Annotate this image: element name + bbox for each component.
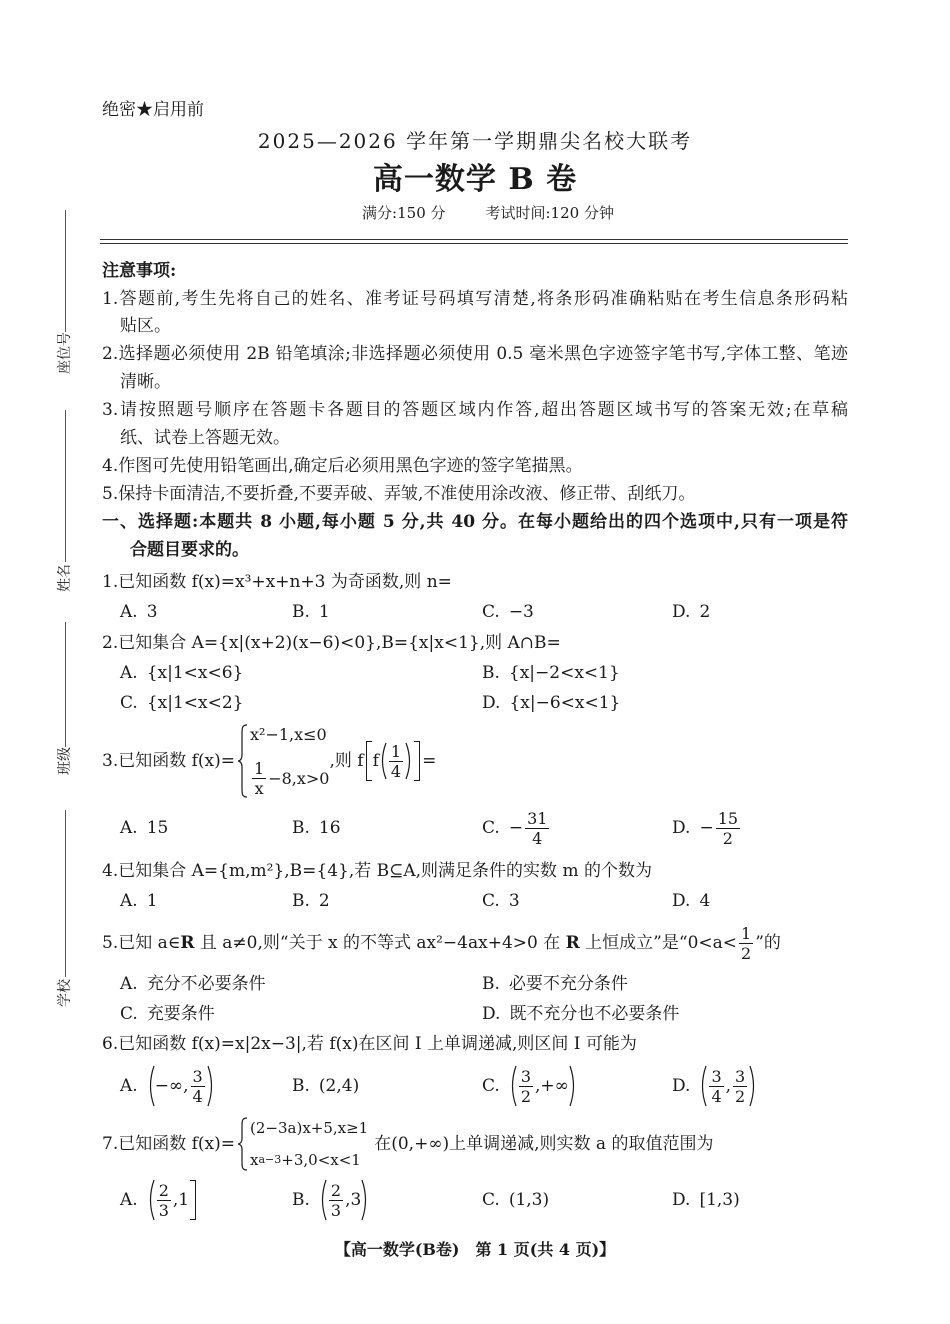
numerator: 1: [741, 923, 752, 943]
denominator: 3: [330, 1200, 342, 1220]
question-7-stem: [102, 1116, 713, 1172]
stem-part: 上恒成立”是“0<a<: [579, 933, 738, 953]
note-line: 3.请按照题号顺序在答题卡各题目的答题区域内作答,超出答题区域书写的答案无效;在草稿: [102, 400, 848, 420]
option-text: −3: [508, 602, 534, 622]
question-6-stem: 6.已知函数 f(x)=x|2x−3|,若 f(x)在区间 I 上单调递减,则区间 I 可能为: [102, 1034, 637, 1054]
right-paren: [361, 1179, 369, 1221]
section-heading: 合题目要求的。: [130, 540, 249, 560]
numerator: 15: [717, 808, 739, 828]
option-text: 4: [699, 891, 711, 911]
question-3-stem: [102, 722, 436, 800]
case-1: x²−1,x≤0: [250, 725, 327, 744]
left-paren: [379, 742, 387, 780]
fraction: [709, 1067, 723, 1106]
left-paren: [699, 1065, 707, 1107]
case-2-rest: −8,x>0: [268, 768, 330, 788]
interval-end: ,1: [172, 1190, 190, 1210]
option-text: 2: [699, 602, 711, 622]
option-a: [120, 1062, 215, 1110]
option-label: A.: [120, 663, 138, 683]
option-text: (1,3): [508, 1190, 550, 1210]
note-line: 纸、试卷上答题无效。: [120, 428, 290, 448]
note-line: 5.保持卡面清洁,不要折叠,不要弄破、弄皱,不准使用涂改液、修正带、刮纸刀。: [102, 484, 696, 504]
option-b: [292, 600, 330, 624]
option-c: [482, 889, 520, 913]
fraction: [389, 742, 403, 781]
left-paren: [147, 1179, 155, 1221]
fraction: [157, 1181, 171, 1220]
fraction: [525, 809, 549, 848]
sign: −: [508, 818, 524, 838]
option-text: {x|1<x<2}: [146, 693, 244, 713]
option-text: 既不充分也不必要条件: [509, 1004, 680, 1024]
section-heading: 一、选择题:本题共 8 小题,每小题 5 分,共 40 分。在每小题给出的四个选项中,只有一项是符: [102, 512, 848, 532]
option-text: 3: [508, 891, 520, 911]
question-6-options: [0, 1062, 950, 1110]
question-2-options-row-1: [0, 661, 950, 685]
stem-prefix: 7.已知函数 f(x)=: [102, 1134, 236, 1154]
fraction: [252, 759, 266, 798]
denominator: 4: [532, 828, 543, 848]
option-text: 充分不必要条件: [146, 974, 266, 994]
option-b: [482, 661, 620, 685]
denominator: 2: [722, 828, 733, 848]
binding-label-name: 姓名: [57, 564, 73, 592]
option-label: D.: [672, 1076, 691, 1096]
denominator: x: [254, 779, 264, 798]
option-label: D.: [672, 891, 691, 911]
numerator: 3: [520, 1066, 531, 1086]
stem-part: ”的: [755, 933, 781, 953]
fraction: [329, 1181, 343, 1220]
stem-middle: ,则 f: [329, 751, 364, 771]
question-4-options: [0, 889, 950, 913]
left-brace: [237, 1117, 248, 1171]
binding-label-class: 班级: [57, 747, 73, 775]
option-d: [672, 889, 710, 913]
option-label: C.: [482, 1190, 500, 1210]
option-c: [482, 600, 534, 624]
option-text: 充要条件: [146, 1004, 215, 1024]
denominator: 2: [741, 943, 752, 963]
left-paren: [147, 1065, 155, 1107]
option-label: B.: [482, 974, 500, 994]
sign: −: [699, 818, 714, 838]
binding-label-seat: 座位号: [57, 332, 73, 374]
numerator: 3: [735, 1066, 746, 1086]
option-text: 1: [318, 602, 330, 622]
option-label: D.: [482, 1004, 501, 1024]
option-text: {x|−2<x<1}: [508, 663, 620, 683]
option-a: [120, 972, 266, 996]
option-label: D.: [482, 693, 501, 713]
option-text: 1: [146, 891, 158, 911]
inner-function: f: [372, 751, 379, 771]
option-d: [672, 1176, 740, 1224]
page-footer: 【高一数学(B卷) 第 1 页(共 4 页)】: [334, 1240, 616, 1259]
question-4-stem: 4.已知集合 A={m,m²},B={4},若 B⊆A,则满足条件的实数 m 的个数为: [102, 861, 652, 881]
separator: ,: [725, 1076, 732, 1096]
option-a: [120, 661, 243, 685]
option-a: [120, 1176, 198, 1224]
option-text: [1,3): [699, 1190, 740, 1210]
real-numbers-symbol: R: [565, 933, 580, 953]
option-label: A.: [120, 974, 138, 994]
option-label: C.: [120, 693, 138, 713]
interval-end: ,+∞: [535, 1076, 569, 1096]
denominator: 2: [735, 1086, 746, 1106]
stem-suffix: 在(0,+∞)上单调递减,则实数 a 的取值范围为: [374, 1134, 714, 1154]
stem-part: 5.已知 a∈: [102, 933, 181, 953]
note-line: 1.答题前,考生先将自己的姓名、准考证号码填写清楚,将条形码准确粘贴在考生信息条形码粘: [102, 289, 848, 309]
binding-line-seat: [65, 210, 66, 332]
option-label: A.: [120, 891, 138, 911]
option-b: [482, 972, 628, 996]
option-label: A.: [120, 1076, 138, 1096]
real-numbers-symbol: R: [180, 933, 195, 953]
denominator: 4: [390, 761, 402, 781]
option-label: B.: [292, 602, 310, 622]
header-divider: [100, 239, 848, 244]
fraction: [191, 1067, 205, 1106]
option-text: 15: [146, 818, 169, 838]
question-2-stem: 2.已知集合 A={x|(x+2)(x−6)<0},B={x|x<1},则 A∩B=: [102, 633, 561, 653]
notes-heading: 注意事项:: [102, 261, 177, 281]
option-d: [482, 1002, 679, 1026]
case-2: [250, 759, 329, 798]
option-text: (2,4): [318, 1076, 360, 1096]
right-square-bracket: [414, 741, 420, 781]
numerator: 3: [192, 1066, 203, 1086]
option-label: D.: [672, 602, 691, 622]
option-label: B.: [482, 663, 500, 683]
right-paren: [207, 1065, 215, 1107]
right-paren: [569, 1065, 577, 1107]
denominator: 3: [158, 1200, 169, 1220]
left-square-bracket: [366, 741, 372, 781]
interval-end: ,3: [345, 1190, 362, 1210]
stem-prefix: 3.已知函数 f(x)=: [102, 751, 236, 771]
option-label: B.: [292, 1190, 310, 1210]
option-b: [292, 806, 341, 850]
question-3-options: [0, 806, 950, 850]
option-a: [120, 600, 158, 624]
interval-start: −∞,: [154, 1076, 189, 1096]
option-c: [482, 1062, 577, 1110]
question-1-options: [0, 600, 950, 624]
denominator: 4: [192, 1086, 203, 1106]
option-b: [292, 1176, 369, 1224]
right-square-bracket: [190, 1180, 196, 1220]
stem-suffix: =: [422, 751, 437, 771]
fraction: [733, 1067, 747, 1106]
piecewise-cases: [250, 1117, 368, 1171]
fraction: [519, 1067, 533, 1106]
numerator: 1: [390, 741, 402, 761]
full-score: 满分:150 分: [362, 204, 446, 222]
note-line: 2.选择题必须使用 2B 铅笔填涂;非选择题必须使用 0.5 毫米黑色字迹签字笔书写,字体工整、笔迹: [102, 344, 848, 364]
right-paren: [749, 1065, 757, 1107]
left-paren: [509, 1065, 517, 1107]
option-label: D.: [672, 1190, 691, 1210]
case-1: (2−3a)x+5,x≥1: [250, 1119, 369, 1137]
fraction: [716, 809, 740, 848]
option-d: [672, 806, 742, 850]
option-label: B.: [292, 818, 310, 838]
left-paren: [319, 1179, 327, 1221]
case-2-base: x: [250, 1151, 259, 1169]
numerator: 3: [711, 1066, 722, 1086]
confidential-mark: 绝密★启用前: [102, 100, 204, 120]
fraction: [739, 924, 753, 963]
case-2-rest: +3,0<x<1: [281, 1151, 361, 1169]
option-label: D.: [672, 818, 691, 838]
option-label: A.: [120, 602, 138, 622]
page-title: 高一数学 B 卷: [372, 162, 578, 197]
option-b: [292, 889, 330, 913]
numerator: 2: [158, 1180, 169, 1200]
denominator: 2: [520, 1086, 531, 1106]
stem-part: 且 a≠0,则“关于 x 的不等式 ax²−4ax+4>0 在: [194, 933, 566, 953]
piecewise-cases: [250, 724, 329, 798]
note-line: 贴区。: [120, 316, 171, 336]
option-label: B.: [292, 891, 310, 911]
binding-label-school: 学校: [57, 979, 73, 1007]
option-d: [482, 691, 620, 715]
option-text: {x|1<x<6}: [146, 663, 244, 683]
option-a: [120, 889, 158, 913]
option-label: A.: [120, 1190, 138, 1210]
option-c: [120, 1002, 215, 1026]
note-line: 4.作图可先使用铅笔画出,确定后必须用黑色字迹的签字笔描黑。: [102, 456, 583, 476]
option-label: C.: [482, 891, 500, 911]
option-d: [672, 600, 710, 624]
exam-info: [0, 202, 950, 224]
question-1-stem: 1.已知函数 f(x)=x³+x+n+3 为奇函数,则 n=: [102, 572, 452, 592]
question-5-options-row-1: [0, 972, 950, 996]
option-c: [120, 691, 243, 715]
option-label: C.: [482, 818, 500, 838]
binding-line-name: [65, 410, 66, 562]
question-2-options-row-2: [0, 691, 950, 715]
option-label: C.: [482, 1076, 500, 1096]
question-7-options: [0, 1176, 950, 1224]
option-label: C.: [120, 1004, 138, 1024]
question-5-options-row-2: [0, 1002, 950, 1026]
option-b: [292, 1062, 359, 1110]
exam-time: 考试时间:120 分钟: [485, 204, 614, 222]
option-text: {x|−6<x<1}: [509, 693, 621, 713]
note-line: 清晰。: [120, 372, 171, 392]
numerator: 31: [527, 808, 548, 828]
option-d: [672, 1062, 757, 1110]
numerator: 1: [254, 759, 265, 778]
left-brace: [237, 724, 248, 798]
option-label: A.: [120, 818, 138, 838]
option-text: 必要不充分条件: [508, 974, 628, 994]
option-text: 2: [318, 891, 330, 911]
option-c: [482, 806, 551, 850]
option-text: 16: [318, 818, 341, 838]
numerator: 2: [330, 1180, 342, 1200]
case-2: x a−3 +3,0<x<1: [250, 1151, 361, 1169]
option-a: [120, 806, 168, 850]
option-label: B.: [292, 1076, 310, 1096]
question-5-stem: [102, 921, 781, 965]
option-text: 3: [146, 602, 158, 622]
exam-name: 2025—2026 学年第一学期鼎尖名校大联考: [257, 129, 693, 153]
right-paren: [405, 742, 413, 780]
denominator: 4: [711, 1086, 722, 1106]
option-c: [482, 1176, 549, 1224]
option-label: C.: [482, 602, 500, 622]
